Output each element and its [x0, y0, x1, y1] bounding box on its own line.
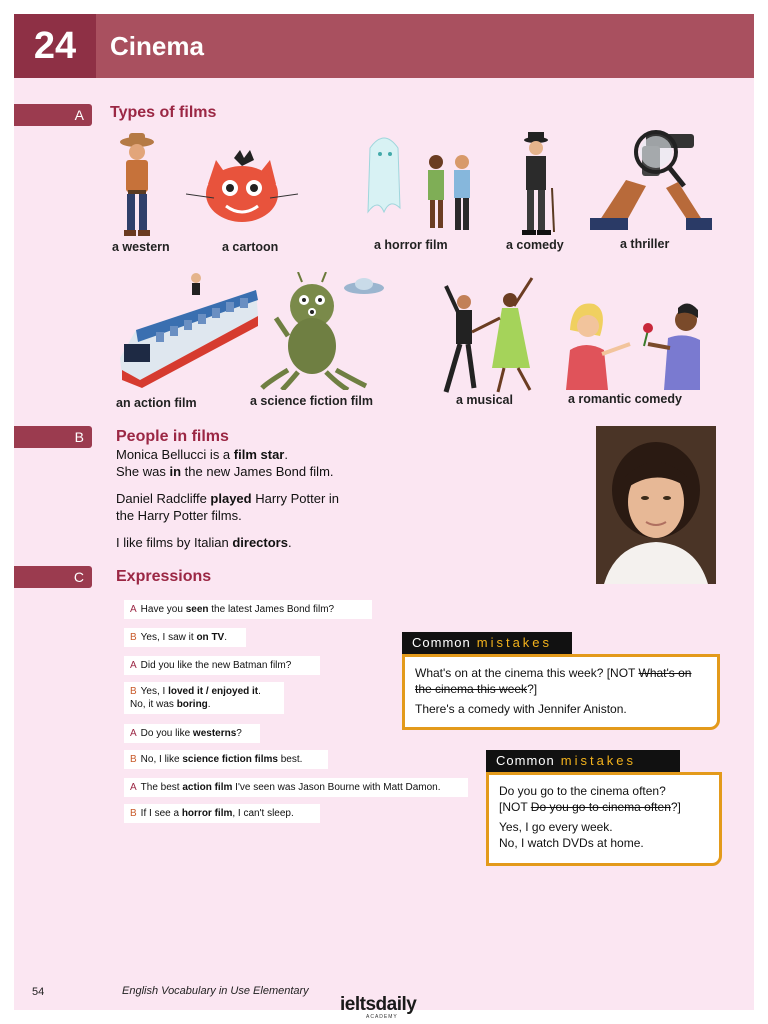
keyword: boring: [176, 699, 208, 710]
keyword: horror film: [181, 808, 233, 819]
text: The best: [140, 782, 183, 793]
gun-magnifier-illustration: [586, 126, 716, 234]
expression-line-4a: [130, 685, 278, 698]
text: .: [284, 447, 288, 462]
common-mistakes-box-2: [486, 772, 722, 866]
common-mistakes-tab-2: [486, 750, 680, 772]
expression-line-4b: [130, 698, 278, 711]
common-mistakes-tab-1: [402, 632, 572, 654]
comedian-illustration: [510, 132, 564, 238]
film-caption-romantic-comedy: a romantic comedy: [568, 392, 682, 406]
publisher-logo-subtitle: ACADEMY: [366, 1014, 398, 1020]
train-illustration: [116, 270, 262, 388]
keyword: action film: [182, 782, 233, 793]
film-caption-science-fiction: a science fiction film: [250, 394, 373, 408]
keyword: westerns: [192, 728, 237, 739]
text: Monica Bellucci is a: [116, 447, 234, 462]
film-caption-western: a western: [112, 240, 170, 254]
speaker-label: B: [130, 632, 137, 643]
mistake-example-answer: There's a comedy with Jennifer Aniston.: [415, 702, 627, 716]
actor-photo: [596, 426, 716, 584]
mistake-answer-2: No, I watch DVDs at home.: [499, 836, 644, 850]
ghost-couple-illustration: [350, 128, 490, 236]
keyword: loved it / enjoyed it: [168, 686, 259, 697]
text: No, I like: [140, 754, 183, 765]
text: I like films by Italian: [116, 535, 233, 550]
text: Harry Potter in: [251, 491, 340, 506]
dancers-illustration: [438, 272, 538, 398]
expression-line-6: [124, 750, 328, 769]
text: Have you: [140, 604, 186, 615]
expression-line-4: [124, 682, 284, 714]
expression-line-8: [124, 804, 320, 823]
keyword: science fiction films: [182, 754, 278, 765]
text: , I can't sleep.: [232, 808, 294, 819]
text: Yes, I: [140, 686, 169, 697]
mistake-wrong-form: [499, 799, 709, 815]
textbook-page: [14, 14, 754, 1020]
section-a-tab: A: [14, 104, 92, 126]
text: I've seen was Jason Bourne with Matt Damon.: [232, 782, 441, 793]
section-c-tab: C: [14, 566, 92, 588]
text: ?]: [670, 800, 681, 814]
text: ?]: [527, 682, 538, 696]
tab-label: Common: [412, 635, 471, 650]
text: .: [258, 686, 261, 697]
film-caption-action: an action film: [116, 396, 197, 410]
text: .: [287, 535, 292, 550]
text: ?: [236, 728, 242, 739]
speaker-label: A: [130, 660, 137, 671]
keyword-directors: directors: [232, 535, 288, 550]
tab-label: Common: [496, 753, 555, 768]
keyword: on TV: [196, 632, 225, 643]
speaker-label: B: [130, 754, 137, 765]
speaker-label: A: [130, 728, 137, 739]
mistake-correct-sentence: [415, 665, 707, 697]
text: .: [224, 632, 228, 643]
tab-label-accent: mistakes: [476, 635, 553, 650]
common-mistakes-box-1: [402, 654, 720, 730]
text: Do you like: [140, 728, 193, 739]
expression-line-1: [124, 600, 372, 619]
text: No, it was: [130, 699, 177, 710]
sentence-played: [116, 490, 339, 507]
expression-line-3: [124, 656, 320, 675]
sentence-was-in: [116, 463, 334, 480]
wrong-phrase: What's on the cinema this week: [415, 666, 692, 696]
sentence-harry-potter-films: the Harry Potter films.: [116, 508, 242, 523]
section-c-heading: Expressions: [116, 568, 212, 585]
section-b-paragraph-1: [116, 446, 334, 480]
publisher-logo: ieltsdaily: [340, 994, 417, 1015]
tab-label-accent: mistakes: [560, 753, 637, 768]
mistake-question: Do you go to the cinema often?: [499, 784, 666, 798]
text: If I see a: [140, 808, 182, 819]
section-b-paragraph-3: [116, 534, 292, 551]
text: the latest James Bond film?: [208, 604, 335, 615]
cowboy-illustration: [112, 130, 162, 242]
expression-line-7: [124, 778, 468, 797]
speaker-label: B: [130, 808, 137, 819]
section-b-tab: B: [14, 426, 92, 448]
film-caption-cartoon: a cartoon: [222, 240, 279, 254]
film-caption-thriller: a thriller: [620, 237, 670, 251]
keyword-film-star: film star: [233, 447, 285, 462]
section-b-paragraph-2: [116, 490, 339, 524]
text: [NOT: [499, 800, 531, 814]
text: Yes, I saw it: [140, 632, 197, 643]
unit-banner: [14, 14, 754, 78]
film-caption-musical: a musical: [456, 393, 513, 407]
keyword-played: played: [210, 491, 252, 506]
cartoon-cat-illustration: [186, 150, 298, 228]
couple-rose-illustration: [560, 296, 702, 392]
expression-line-2: [124, 628, 246, 647]
text: Did you like the new Batman film?: [140, 660, 292, 671]
text: best.: [277, 754, 303, 765]
text: She was: [116, 464, 170, 479]
text: .: [207, 699, 211, 710]
unit-number: 24: [14, 14, 96, 78]
section-a-heading: Types of films: [110, 104, 217, 121]
text: What's on at the cinema this week? [NOT: [415, 666, 639, 680]
film-caption-comedy: a comedy: [506, 238, 564, 252]
mistake-answer-1: Yes, I go every week.: [499, 820, 613, 834]
sentence-film-star: [116, 446, 334, 463]
section-b-heading: People in films: [116, 428, 229, 445]
speaker-label: A: [130, 782, 137, 793]
speaker-label: A: [130, 604, 137, 615]
book-title: English Vocabulary in Use Elementary: [122, 985, 309, 997]
expression-line-5: [124, 724, 260, 743]
text: Daniel Radcliffe: [116, 491, 211, 506]
alien-ufo-illustration: [258, 272, 384, 390]
unit-title: Cinema: [110, 31, 204, 61]
film-caption-horror: a horror film: [374, 238, 448, 252]
keyword: seen: [185, 604, 209, 615]
page-number: 54: [32, 986, 45, 998]
keyword-in: in: [169, 464, 182, 479]
text: the new James Bond film.: [181, 464, 334, 479]
wrong-phrase: Do you go to cinema often: [530, 800, 671, 814]
speaker-label: B: [130, 686, 137, 697]
